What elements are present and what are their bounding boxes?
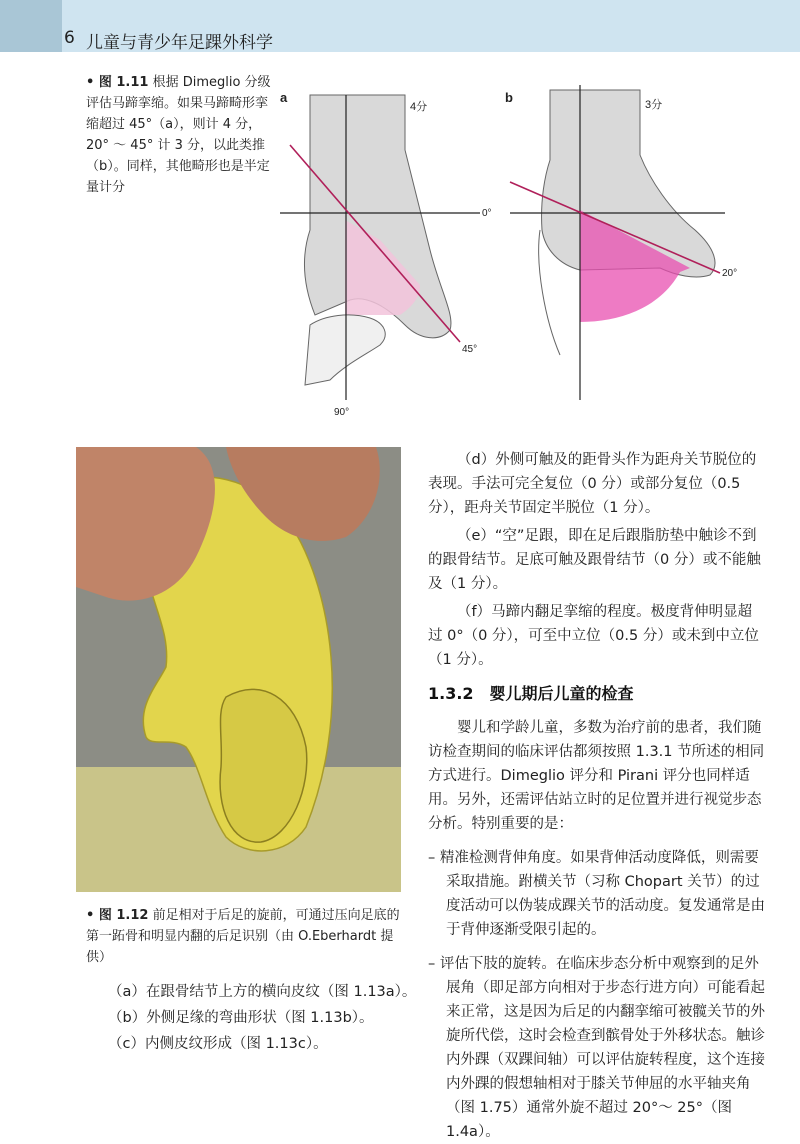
panel-b-angle-20: 20° (722, 268, 738, 279)
figure-1-11-label: • 图 1.11 (86, 75, 149, 90)
panel-a-letter: a (280, 90, 288, 105)
figure-1-12-caption-text: 前足相对于后足的旋前，可通过压向足底的第一跖骨和明显内翻的后足识别（由 O.Eberhardt 提供） (86, 908, 400, 965)
list-item-c: （c）内侧皮纹形成（图 1.13c）。 (108, 1036, 328, 1052)
figure-1-12-photo (76, 447, 401, 892)
figure-1-11-caption (86, 72, 276, 198)
panel-a-angle-0: 0° (482, 208, 492, 219)
figure-1-12-caption (86, 905, 406, 968)
list-item-b: （b）外侧足缘的弯曲形状（图 1.13b）。 (108, 1010, 374, 1026)
bullet-item: – 精准检测背伸角度。如果背伸活动度降低，则需要采取措施。跗横关节（习称 Chopart 关节）的过度活动可以伪装成踝关节的活动度。复发通常是由于背伸逐渐受限引起的。 (428, 850, 765, 938)
page-number: 6 (64, 28, 75, 48)
paragraph-d: （d）外侧可触及的距骨头作为距舟关节脱位的表现。手法可完全复位（0 分）或部分复位（0.5 分），距舟关节固定半脱位（1 分）。 (428, 452, 757, 516)
left-list (108, 980, 418, 1058)
bullet-item: – 评估下肢的旋转。在临床步态分析中观察到的足外展角（即足部方向相对于步态行进方向）可能看起来正常，这是因为后足的内翻挛缩可被髋关节的外旋所代偿，这时会检查到髌骨处于外移状态。触诊内外踝（双踝间轴）可以评估旋转程度，这个连接内外踝的假想轴相对于膝关节伸屈的水平轴夹角（图 1.75）通常外旋不超过 20°～ 25°（图 1.4a）。 (428, 956, 765, 1140)
panel-a (280, 90, 492, 418)
page-header (0, 0, 800, 52)
panel-b-letter: b (505, 90, 513, 105)
section-paragraph: 婴儿和学龄儿童，多数为治疗前的患者，我们随访检查期间的临床评估都须按照 1.3.1 节所述的相同方式进行。Dimeglio 评分和 Pirani 评分也同样适用。另外，还需评估站立时的足位置并进行视觉步态分析。特别重要的是： (428, 720, 765, 832)
panel-a-score: 4分 (410, 101, 428, 113)
panel-b-score: 3分 (645, 99, 663, 111)
figure-1-11-caption-text: 根据 Dimeglio 分级评估马蹄挛缩。如果马蹄畸形挛缩超过 45°（a），则计 4 分，20° ～ 45° 计 3 分，以此类推（b）。同样，其他畸形也是半定量计分 (86, 75, 271, 195)
list-item-a: （a）在跟骨结节上方的横向皮纹（图 1.13a）。 (108, 984, 417, 1000)
figure-1-12-label: • 图 1.12 (86, 908, 149, 923)
panel-a-angle-90: 90° (334, 407, 350, 418)
paragraph-e: （e）“空”足跟，即在足后跟脂肪垫中触诊不到的跟骨结节。足底可触及跟骨结节（0 分）或不能触及（1 分）。 (428, 528, 761, 592)
figure-1-11-illustration (270, 80, 770, 425)
paragraph-f: （f）马蹄内翻足挛缩的程度。极度背伸明显超过 0°（0 分），可至中立位（0.5 分）或未到中立位（1 分）。 (428, 604, 759, 668)
right-column (428, 448, 766, 1144)
panel-b (505, 85, 737, 400)
section-heading: 1.3.2 婴儿期后儿童的检查 (428, 684, 634, 703)
header-tab (0, 0, 62, 52)
book-title: 儿童与青少年足踝外科学 (86, 33, 273, 53)
panel-a-angle-45: 45° (462, 344, 478, 355)
